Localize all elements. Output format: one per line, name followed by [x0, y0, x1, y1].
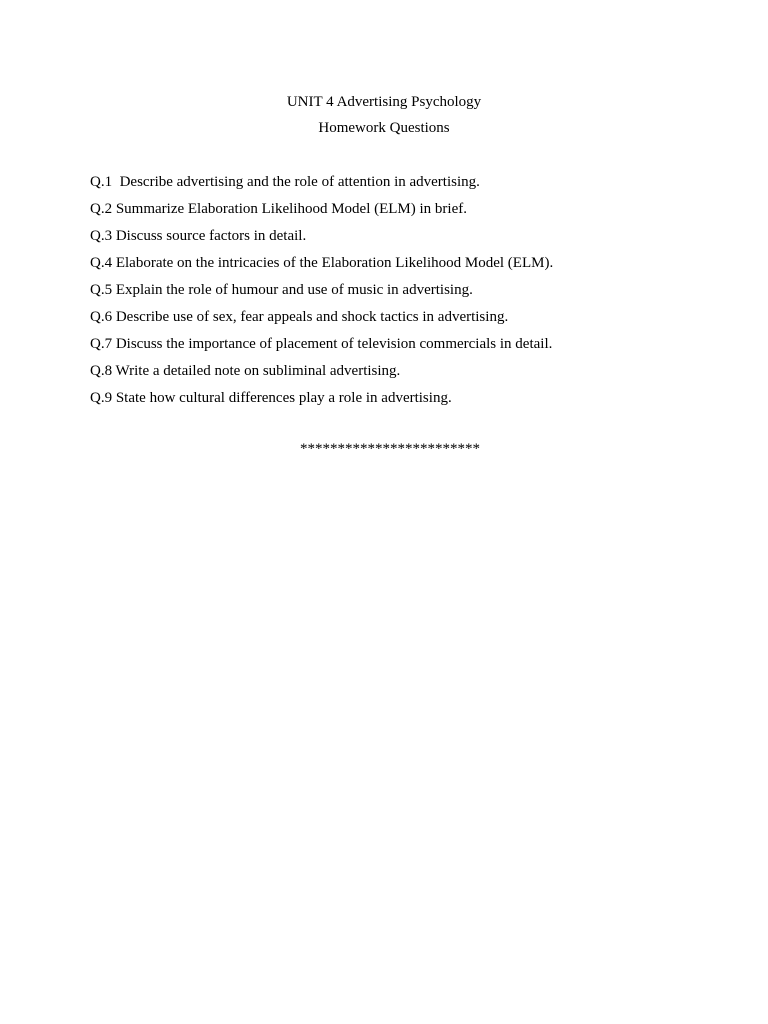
question-8: Q.8 Write a detailed note on subliminal advertising.	[90, 363, 401, 379]
question-9: Q.9 State how cultural differences play a role in advertising.	[90, 390, 452, 406]
questions-list	[90, 172, 710, 415]
question-5: Q.5 Explain the role of humour and use of music in advertising.	[90, 282, 473, 298]
question-6: Q.6 Describe use of sex, fear appeals and shock tactics in advertising.	[90, 309, 509, 325]
question-7: Q.7 Discuss the importance of placement of television commercials in detail.	[90, 336, 553, 352]
question-1: Q.1 Describe advertising and the role of attention in advertising.	[90, 174, 480, 190]
question-2: Q.2 Summarize Elaboration Likelihood Model (ELM) in brief.	[90, 201, 467, 217]
question-3: Q.3 Discuss source factors in detail.	[90, 228, 307, 244]
document-title: UNIT 4 Advertising Psychology	[286, 94, 482, 110]
asterisk-separator: ************************	[300, 441, 480, 457]
document-subtitle: Homework Questions	[318, 120, 450, 136]
question-4: Q.4 Elaborate on the intricacies of the Elaboration Likelihood Model (ELM).	[90, 255, 554, 271]
